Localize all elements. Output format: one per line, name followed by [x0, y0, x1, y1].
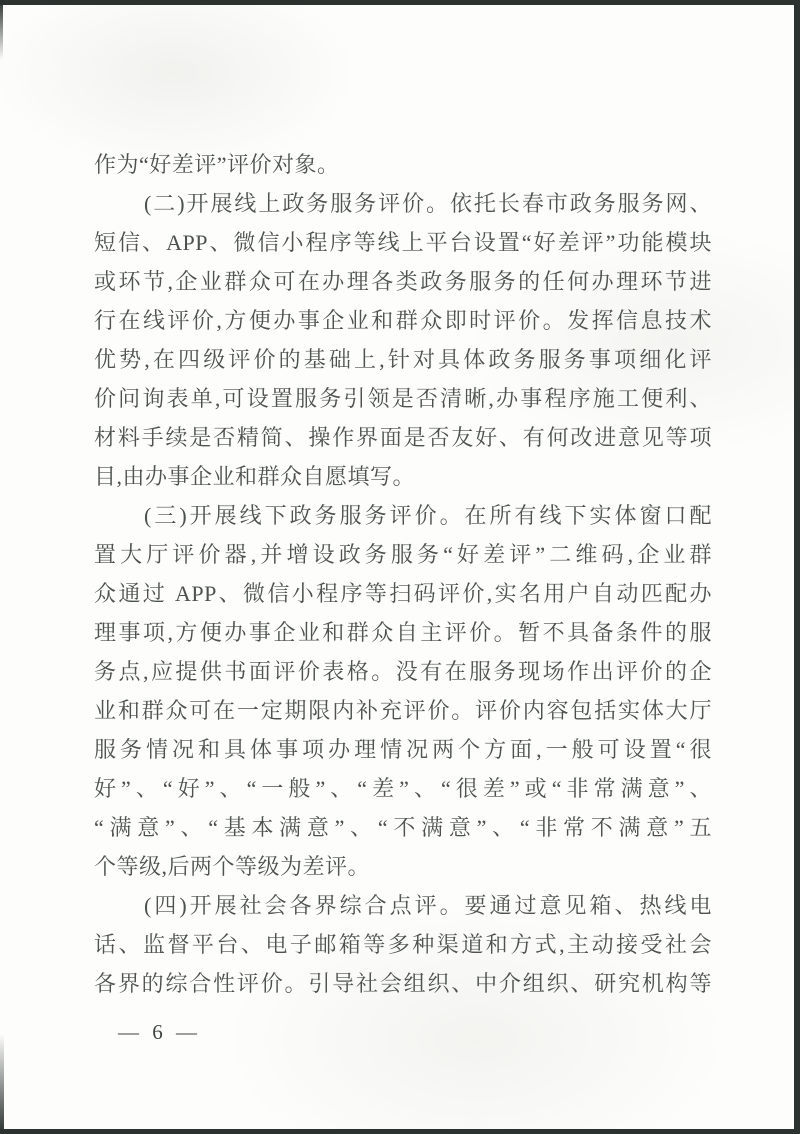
document-text-block: [94, 145, 712, 1003]
text-line: 话、监督平台、电子邮箱等多种渠道和方式,主动接受社会: [94, 932, 712, 957]
text-line: 作为“好差评”评价对象。: [94, 152, 340, 177]
text-line: 务点,应提供书面评价表格。没有在服务现场作出评价的企: [94, 659, 712, 684]
text-line: 或环节,企业群众可在办理各类政务服务的任何办理环节进: [94, 269, 712, 294]
scanned-page-sheet: [0, 5, 794, 1129]
text-line: 众通过 APP、微信小程序等扫码评价,实名用户自动匹配办: [94, 581, 712, 606]
text-line: 材料手续是否精简、操作界面是否友好、有何改进意见等项: [94, 425, 712, 450]
text-line: (三)开展线下政务服务评价。在所有线下实体窗口配: [144, 503, 712, 528]
scan-edge-bottom: [0, 1130, 800, 1134]
scan-edge-left-bottom: [0, 1034, 4, 1134]
text-line: 服务情况和具体事项办理情况两个方面,一般可设置“很: [94, 737, 712, 762]
scan-edge-right: [794, 0, 800, 1134]
text-line: 个等级,后两个等级为差评。: [94, 854, 371, 879]
text-line: 优势,在四级评价的基础上,针对具体政务服务事项细化评: [94, 347, 712, 372]
text-line: “满意”、“基本满意”、“不满意”、“非常不满意”五: [94, 815, 712, 840]
text-line: 目,由办事企业和群众自愿填写。: [94, 464, 416, 489]
text-line: 短信、APP、微信小程序等线上平台设置“好差评”功能模块: [94, 230, 712, 255]
scan-edge-top: [0, 0, 800, 5]
text-line: 业和群众可在一定期限内补充评价。评价内容包括实体大厅: [94, 698, 712, 723]
text-line: 好”、“好”、“一般”、“差”、“很差”或“非常满意”、: [94, 776, 712, 801]
text-line: 理事项,方便办事企业和群众自主评价。暂不具备条件的服: [94, 620, 712, 645]
page-number: — 6 —: [118, 1020, 201, 1044]
scan-edge-left-top: [0, 0, 3, 60]
text-line: (四)开展社会各界综合点评。要通过意见箱、热线电: [144, 893, 712, 918]
text-line: 置大厅评价器,并增设政务服务“好差评”二维码,企业群: [94, 542, 712, 567]
text-line: 各界的综合性评价。引导社会组织、中介组织、研究机构等: [94, 971, 712, 996]
text-line: 行在线评价,方便办事企业和群众即时评价。发挥信息技术: [94, 308, 712, 333]
text-line: (二)开展线上政务服务评价。依托长春市政务服务网、: [144, 191, 712, 216]
text-line: 价问询表单,可设置服务引领是否清晰,办事程序施工便利、: [94, 386, 712, 411]
